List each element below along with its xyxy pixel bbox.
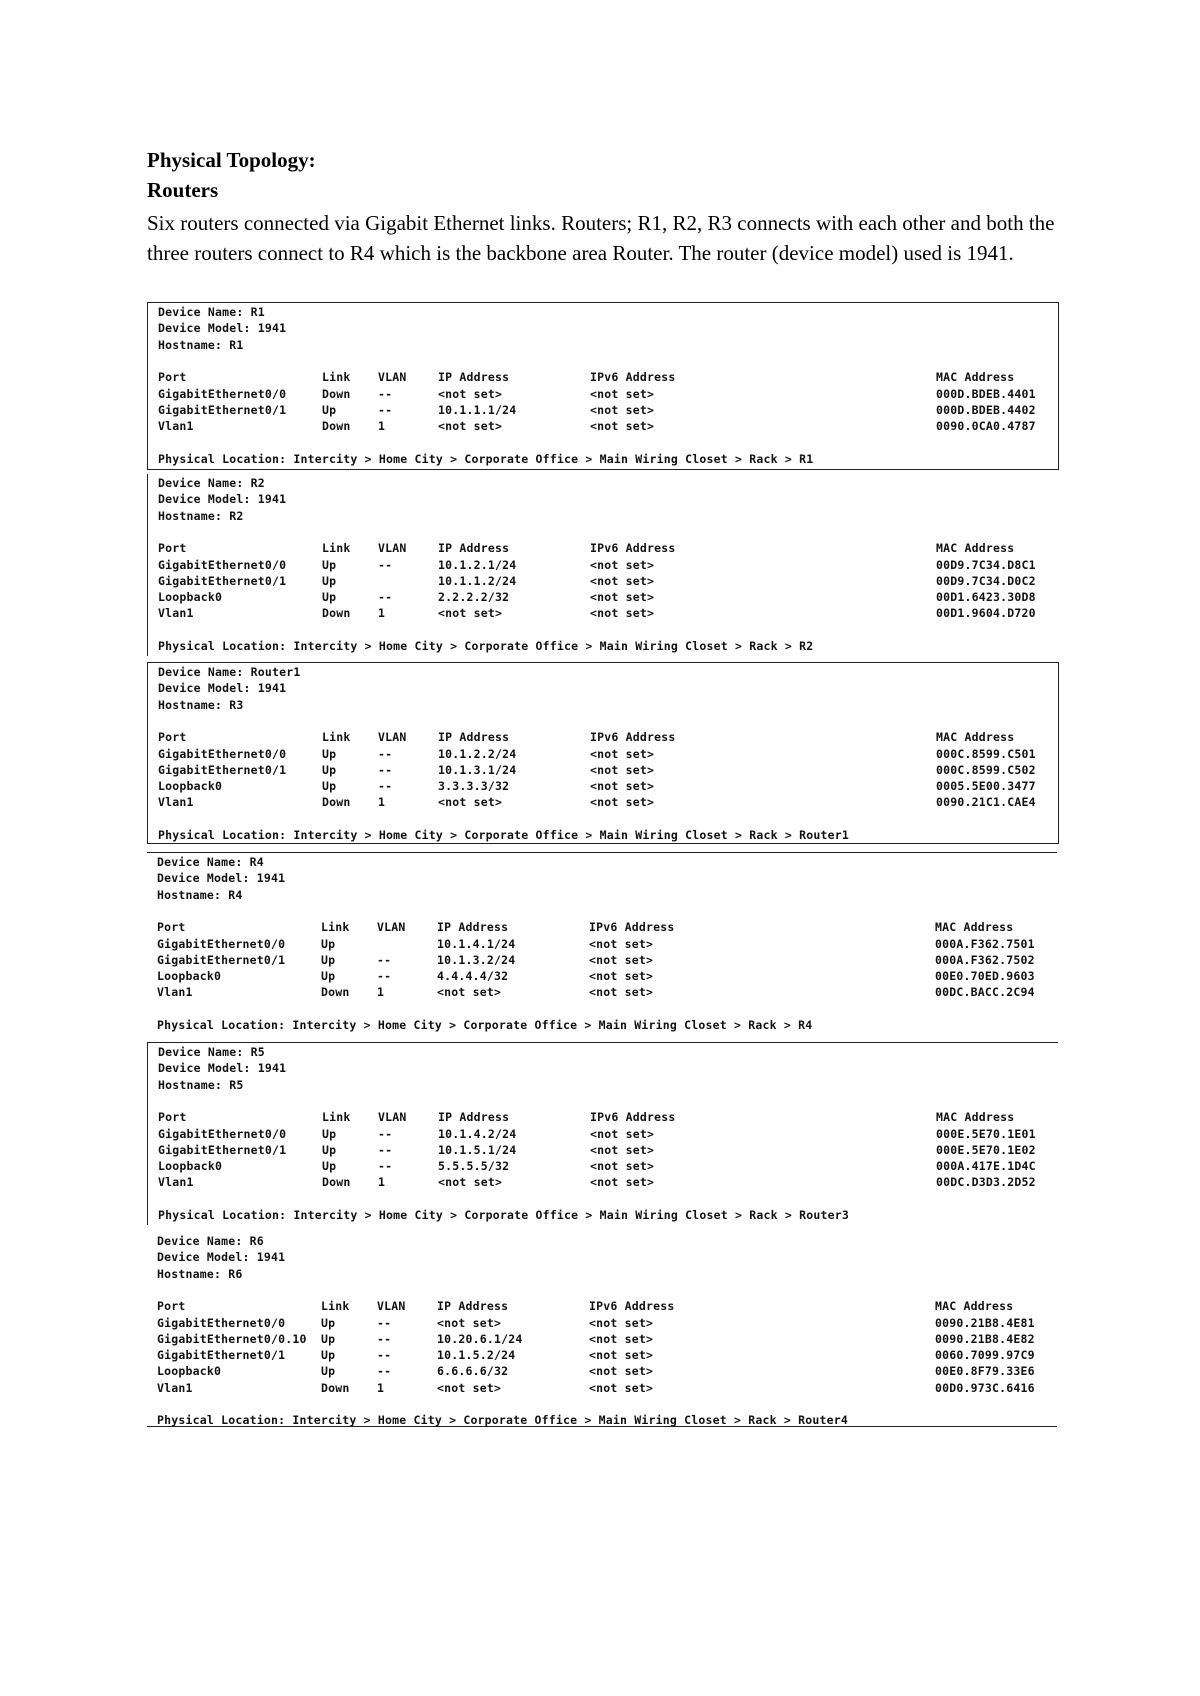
device-table (147, 662, 1059, 844)
table-cell: 5.5.5.5/32 (438, 1159, 510, 1174)
table-cell: Vlan1 (157, 985, 193, 1000)
physical-location: Physical Location: Intercity > Home City > Corporate Office > Main Wiring Closet > Rack > R1 (158, 451, 814, 466)
table-cell: -- (378, 402, 393, 417)
table-cell: Down (322, 606, 351, 621)
table-cell: Loopback0 (158, 590, 223, 605)
table-cell: Up (321, 969, 336, 984)
table-cell: <not set> (589, 936, 654, 951)
table-cell: Down (322, 795, 351, 810)
table-cell: Up (321, 1348, 336, 1363)
device-model: Device Model: 1941 (158, 492, 287, 507)
table-cell: Vlan1 (158, 795, 194, 810)
table-cell: <not set> (590, 386, 655, 401)
device-name: Device Name: R2 (158, 476, 265, 490)
table-cell: <not set> (437, 985, 502, 1000)
column-header: Link (321, 920, 350, 935)
table-cell: -- (378, 590, 393, 605)
table-cell: <not set> (437, 1380, 502, 1395)
table-cell: 6.6.6.6/32 (437, 1364, 509, 1379)
table-cell: GigabitEthernet0/1 (158, 402, 287, 417)
table-cell: -- (378, 557, 393, 572)
table-cell: 0090.21C1.CAE4 (936, 795, 1036, 810)
table-cell: 10.1.5.1/24 (438, 1142, 517, 1157)
table-cell: <not set> (438, 795, 503, 810)
device-model: Device Model: 1941 (157, 1250, 286, 1265)
device-hostname: Hostname: R5 (158, 1077, 244, 1092)
table-cell: <not set> (590, 1126, 655, 1141)
column-header: IPv6 Address (589, 1299, 675, 1314)
column-header: MAC Address (935, 920, 1014, 935)
table-cell: 000C.8599.C501 (936, 746, 1036, 761)
table-cell: Vlan1 (158, 419, 194, 434)
description-paragraph: Six routers connected via Gigabit Ethernet links. Routers; R1, R2, R3 connects with each other and both the three routers connect to R4 which is the backbone area Router. The router (device model) used is 1941. (147, 211, 1055, 265)
table-cell: 000A.F362.7502 (935, 952, 1035, 967)
table-cell: GigabitEthernet0/0 (158, 557, 287, 572)
table-cell: 10.1.3.1/24 (438, 762, 517, 777)
table-cell: -- (378, 779, 393, 794)
table-cell: Up (321, 1364, 336, 1379)
column-header: VLAN (377, 920, 406, 935)
table-cell: -- (377, 1364, 392, 1379)
device-hostname: Hostname: R3 (158, 697, 244, 712)
table-cell: GigabitEthernet0/1 (158, 762, 287, 777)
table-cell: 10.1.4.1/24 (437, 936, 516, 951)
device-model: Device Model: 1941 (158, 1061, 287, 1076)
table-cell: Vlan1 (158, 606, 194, 621)
table-cell: Up (322, 1142, 337, 1157)
device-model: Device Model: 1941 (158, 681, 287, 696)
column-header: IPv6 Address (590, 1110, 676, 1125)
table-cell: 00D9.7C34.D0C2 (936, 573, 1036, 588)
table-cell: 1 (378, 1175, 386, 1190)
column-header: IPv6 Address (590, 541, 676, 556)
table-cell: -- (377, 969, 392, 984)
table-cell: -- (377, 1348, 392, 1363)
table-cell: Down (322, 1175, 351, 1190)
table-cell: 00E0.8F79.33E6 (935, 1364, 1035, 1379)
table-cell: <not set> (590, 1159, 655, 1174)
section-heading: Physical Topology: (147, 148, 316, 172)
table-cell: 0090.0CA0.4787 (936, 419, 1036, 434)
table-cell: 1 (378, 606, 386, 621)
table-cell: <not set> (438, 386, 503, 401)
table-cell: GigabitEthernet0/1 (157, 952, 286, 967)
table-cell: 1 (378, 795, 386, 810)
device-hostname: Hostname: R1 (158, 337, 244, 352)
table-cell: -- (378, 1126, 393, 1141)
column-header: VLAN (378, 541, 407, 556)
table-cell: GigabitEthernet0/0 (158, 746, 287, 761)
column-header: MAC Address (936, 370, 1015, 385)
table-cell: <not set> (590, 402, 655, 417)
device-name: Device Name: R6 (157, 1234, 264, 1248)
physical-location: Physical Location: Intercity > Home City > Corporate Office > Main Wiring Closet > Rack > R2 (158, 639, 814, 653)
table-cell: GigabitEthernet0/1 (158, 573, 287, 588)
column-header: Port (158, 370, 187, 385)
device-model: Device Model: 1941 (158, 321, 287, 336)
table-cell: 2.2.2.2/32 (438, 590, 510, 605)
table-cell: 000A.F362.7501 (935, 936, 1035, 951)
table-cell: -- (378, 762, 393, 777)
table-cell: 0090.21B8.4E81 (935, 1315, 1035, 1330)
table-cell: Loopback0 (157, 969, 222, 984)
table-cell: Up (322, 762, 337, 777)
table-cell: 000D.BDEB.4402 (936, 402, 1036, 417)
column-header: Link (321, 1299, 350, 1314)
column-header: Port (158, 730, 187, 745)
table-cell: <not set> (589, 952, 654, 967)
table-cell: Down (321, 985, 350, 1000)
column-header: VLAN (377, 1299, 406, 1314)
column-header: IPv6 Address (590, 370, 676, 385)
table-cell: <not set> (438, 1175, 503, 1190)
table-cell: Up (321, 952, 336, 967)
table-cell: <not set> (590, 762, 655, 777)
column-header: IP Address (438, 1110, 510, 1125)
table-cell: <not set> (590, 606, 655, 621)
table-cell: Down (322, 419, 351, 434)
table-cell: <not set> (590, 557, 655, 572)
column-header: Port (157, 920, 186, 935)
table-cell: -- (377, 952, 392, 967)
column-header: Link (322, 1110, 351, 1125)
column-header: IP Address (438, 370, 510, 385)
table-cell: Down (322, 386, 351, 401)
column-header: IP Address (437, 920, 509, 935)
column-header: Port (157, 1299, 186, 1314)
table-cell: Up (322, 1159, 337, 1174)
table-cell: <not set> (589, 1364, 654, 1379)
column-header: IPv6 Address (590, 730, 676, 745)
table-cell: 1 (377, 985, 385, 1000)
column-header: Port (158, 541, 187, 556)
physical-location: Physical Location: Intercity > Home City > Corporate Office > Main Wiring Closet > Rack > Router4 (157, 1413, 848, 1428)
table-cell: 00DC.BACC.2C94 (935, 985, 1035, 1000)
table-cell: <not set> (590, 779, 655, 794)
table-cell: 1 (377, 1380, 385, 1395)
table-cell: 000A.417E.1D4C (936, 1159, 1036, 1174)
table-cell: <not set> (589, 1380, 654, 1395)
column-header: IP Address (438, 730, 510, 745)
table-cell: 000D.BDEB.4401 (936, 386, 1036, 401)
table-cell: Up (322, 573, 337, 588)
table-cell: Loopback0 (157, 1364, 222, 1379)
table-cell: 0090.21B8.4E82 (935, 1331, 1035, 1346)
table-cell: 00D1.6423.30D8 (936, 590, 1036, 605)
device-table (147, 1042, 1058, 1225)
table-cell: 0005.5E00.3477 (936, 779, 1036, 794)
table-cell: Up (321, 936, 336, 951)
column-header: Link (322, 541, 351, 556)
column-header: Port (158, 1110, 187, 1125)
table-cell: <not set> (589, 1315, 654, 1330)
column-header: IP Address (437, 1299, 509, 1314)
table-cell: <not set> (590, 1175, 655, 1190)
table-cell: GigabitEthernet0/1 (157, 1348, 286, 1363)
table-cell: 10.1.4.2/24 (438, 1126, 517, 1141)
column-header: VLAN (378, 1110, 407, 1125)
table-cell: GigabitEthernet0/0 (158, 1126, 287, 1141)
column-header: IPv6 Address (589, 920, 675, 935)
table-cell: 00E0.70ED.9603 (935, 969, 1035, 984)
table-cell: Up (322, 590, 337, 605)
device-name: Device Name: R1 (158, 305, 265, 319)
table-cell: <not set> (437, 1315, 502, 1330)
table-cell: GigabitEthernet0/0 (157, 1315, 286, 1330)
table-cell: GigabitEthernet0/1 (158, 1142, 287, 1157)
table-cell: <not set> (438, 419, 503, 434)
table-cell: <not set> (589, 969, 654, 984)
table-cell: <not set> (589, 1348, 654, 1363)
table-cell: <not set> (590, 573, 655, 588)
table-cell: Up (321, 1331, 336, 1346)
table-cell: Up (322, 779, 337, 794)
table-cell: -- (377, 1315, 392, 1330)
table-cell: <not set> (590, 795, 655, 810)
column-header: IP Address (438, 541, 510, 556)
device-name: Device Name: R5 (158, 1045, 265, 1059)
column-header: MAC Address (936, 730, 1015, 745)
table-cell: 00D0.973C.6416 (935, 1380, 1035, 1395)
table-cell: GigabitEthernet0/0 (158, 386, 287, 401)
column-header: MAC Address (936, 1110, 1015, 1125)
device-hostname: Hostname: R6 (157, 1266, 243, 1281)
device-table (147, 1232, 1057, 1427)
table-cell: 10.1.3.2/24 (437, 952, 516, 967)
device-hostname: Hostname: R2 (158, 508, 244, 523)
physical-location: Physical Location: Intercity > Home City > Corporate Office > Main Wiring Closet > Rack > R4 (157, 1018, 813, 1032)
physical-location: Physical Location: Intercity > Home City > Corporate Office > Main Wiring Closet > Rack > Router3 (158, 1208, 849, 1222)
column-header: MAC Address (936, 541, 1015, 556)
device-model: Device Model: 1941 (157, 871, 286, 886)
table-cell: 10.1.5.2/24 (437, 1348, 516, 1363)
table-cell: Up (322, 1126, 337, 1141)
table-cell: -- (378, 1159, 393, 1174)
table-cell: <not set> (590, 1142, 655, 1157)
table-cell: -- (378, 1142, 393, 1157)
column-header: VLAN (378, 370, 407, 385)
column-header: VLAN (378, 730, 407, 745)
table-cell: 0060.7099.97C9 (935, 1348, 1035, 1363)
table-cell: 1 (378, 419, 386, 434)
subsection-heading: Routers (147, 178, 219, 202)
table-cell: 10.1.2.1/24 (438, 557, 517, 572)
table-cell: GigabitEthernet0/0.10 (157, 1331, 307, 1346)
table-cell: 10.1.1.1/24 (438, 402, 517, 417)
table-cell: -- (377, 1331, 392, 1346)
device-hostname: Hostname: R4 (157, 887, 243, 902)
device-table (147, 474, 1058, 656)
table-cell: Loopback0 (158, 779, 223, 794)
column-header: Link (322, 370, 351, 385)
table-cell: GigabitEthernet0/0 (157, 936, 286, 951)
device-table (147, 852, 1057, 1035)
table-cell: -- (378, 746, 393, 761)
table-cell: <not set> (438, 606, 503, 621)
device-name: Device Name: Router1 (158, 665, 301, 679)
column-header: MAC Address (935, 1299, 1014, 1314)
table-cell: -- (378, 386, 393, 401)
table-cell: 4.4.4.4/32 (437, 969, 509, 984)
table-cell: 000E.5E70.1E01 (936, 1126, 1036, 1141)
device-name: Device Name: R4 (157, 855, 264, 869)
table-cell: Up (322, 402, 337, 417)
table-cell: <not set> (590, 590, 655, 605)
table-cell: <not set> (589, 1331, 654, 1346)
table-cell: 00DC.D3D3.2D52 (936, 1175, 1036, 1190)
table-cell: 000C.8599.C502 (936, 762, 1036, 777)
table-cell: Up (322, 746, 337, 761)
table-cell: 000E.5E70.1E02 (936, 1142, 1036, 1157)
table-cell: 00D9.7C34.D8C1 (936, 557, 1036, 572)
table-cell: Up (322, 557, 337, 572)
device-table (147, 302, 1059, 470)
table-cell: <not set> (590, 419, 655, 434)
table-cell: Vlan1 (157, 1380, 193, 1395)
physical-location: Physical Location: Intercity > Home City > Corporate Office > Main Wiring Closet > Rack > Router1 (158, 828, 849, 842)
table-cell: Vlan1 (158, 1175, 194, 1190)
table-cell: 00D1.9604.D720 (936, 606, 1036, 621)
table-cell: 10.1.2.2/24 (438, 746, 517, 761)
table-cell: 10.20.6.1/24 (437, 1331, 523, 1346)
table-cell: 3.3.3.3/32 (438, 779, 510, 794)
table-cell: Loopback0 (158, 1159, 223, 1174)
table-cell: 10.1.1.2/24 (438, 573, 517, 588)
table-cell: Down (321, 1380, 350, 1395)
table-cell: <not set> (590, 746, 655, 761)
column-header: Link (322, 730, 351, 745)
table-cell: Up (321, 1315, 336, 1330)
table-cell: <not set> (589, 985, 654, 1000)
